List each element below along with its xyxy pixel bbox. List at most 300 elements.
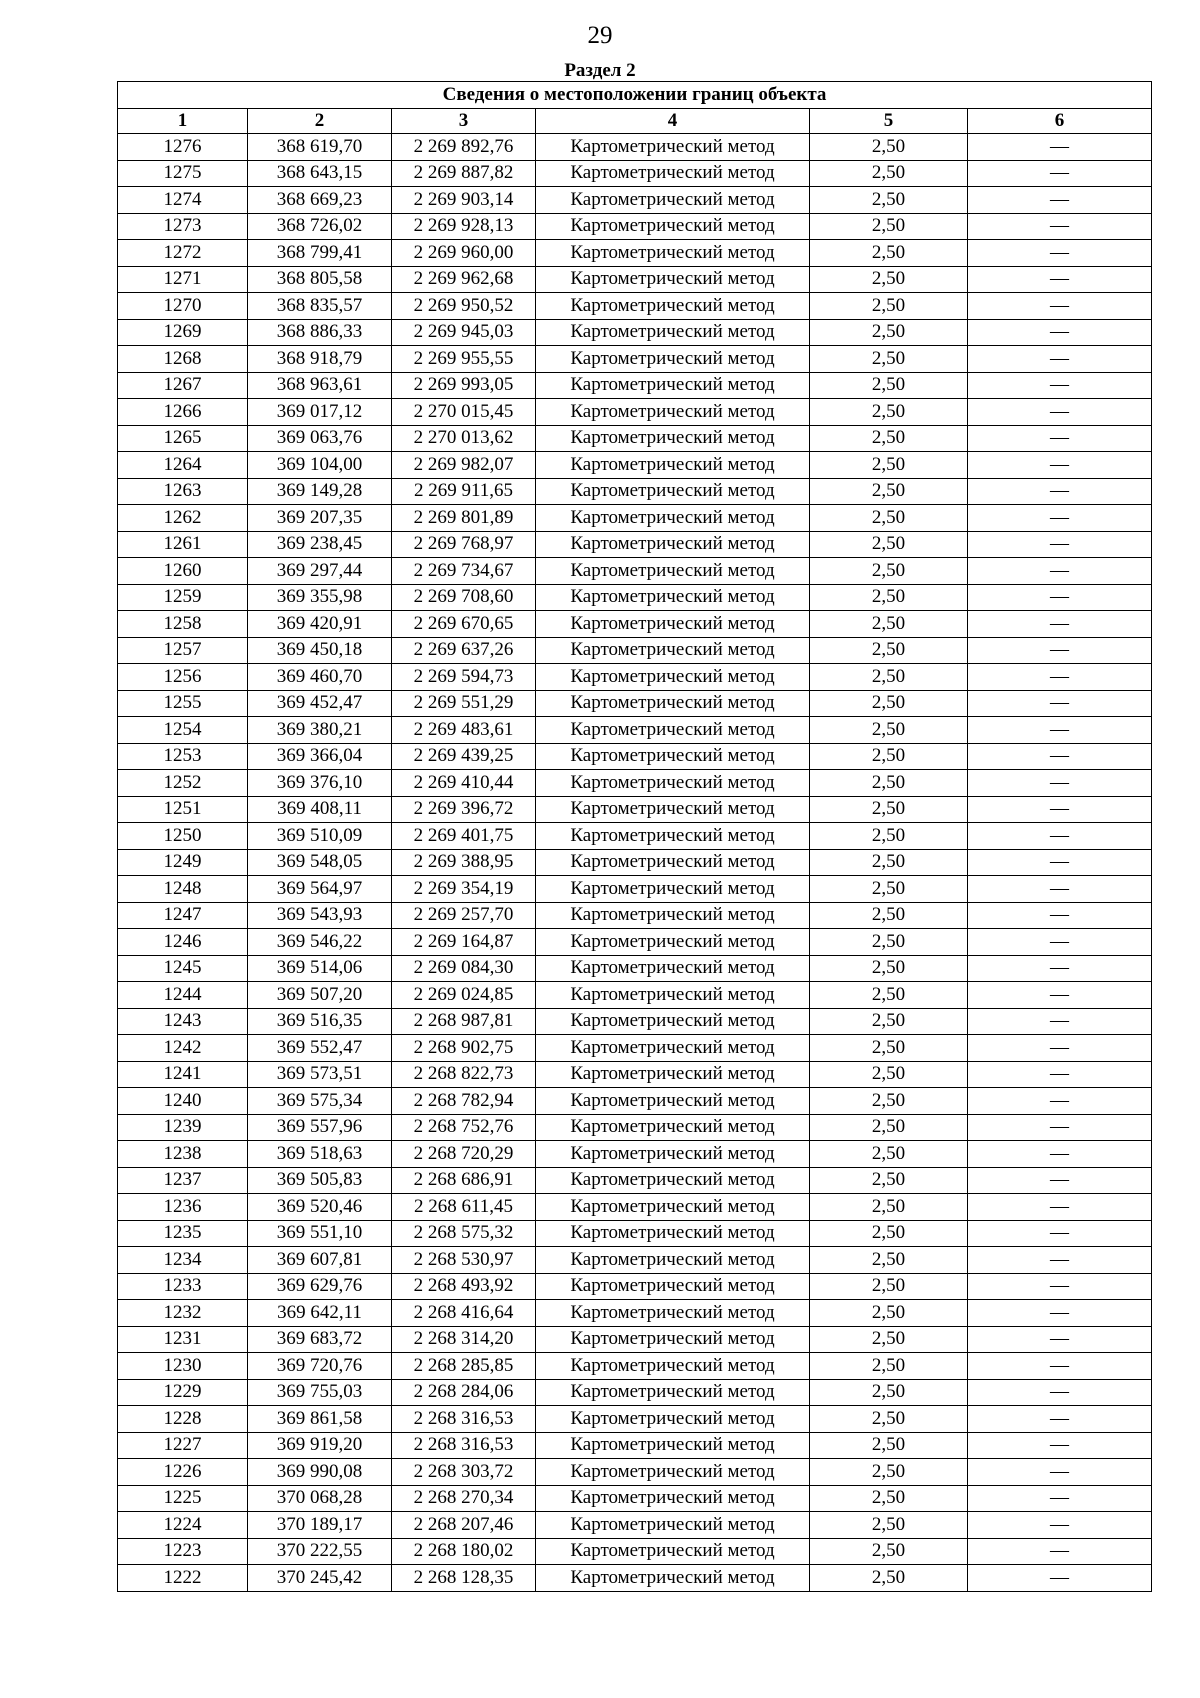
x-coordinate-cell: 369 557,96 (248, 1114, 392, 1141)
accuracy-cell: 2,50 (810, 346, 968, 373)
column-number: 6 (968, 109, 1152, 134)
description-cell: — (968, 1512, 1152, 1539)
accuracy-cell: 2,50 (810, 531, 968, 558)
method-cell: Картометрический метод (536, 1273, 810, 1300)
table-row (118, 611, 1152, 638)
accuracy-cell: 2,50 (810, 1565, 968, 1592)
accuracy-cell: 2,50 (810, 1194, 968, 1221)
accuracy-cell: 2,50 (810, 982, 968, 1009)
point-number-cell: 1255 (118, 690, 248, 717)
table-row (118, 1459, 1152, 1486)
description-cell: — (968, 876, 1152, 903)
x-coordinate-cell: 369 505,83 (248, 1167, 392, 1194)
description-cell: — (968, 1353, 1152, 1380)
y-coordinate-cell: 2 270 013,62 (392, 425, 536, 452)
point-number-cell: 1247 (118, 902, 248, 929)
accuracy-cell: 2,50 (810, 1432, 968, 1459)
y-coordinate-cell: 2 269 887,82 (392, 160, 536, 187)
method-cell: Картометрический метод (536, 266, 810, 293)
table-body (118, 134, 1152, 1592)
y-coordinate-cell: 2 269 708,60 (392, 584, 536, 611)
x-coordinate-cell: 368 669,23 (248, 187, 392, 214)
x-coordinate-cell: 369 720,76 (248, 1353, 392, 1380)
method-cell: Картометрический метод (536, 584, 810, 611)
column-number-row (118, 109, 1152, 134)
x-coordinate-cell: 369 607,81 (248, 1247, 392, 1274)
description-cell: — (968, 293, 1152, 320)
method-cell: Картометрический метод (536, 1512, 810, 1539)
point-number-cell: 1276 (118, 134, 248, 161)
description-cell: — (968, 134, 1152, 161)
accuracy-cell: 2,50 (810, 293, 968, 320)
method-cell: Картометрический метод (536, 213, 810, 240)
description-cell: — (968, 664, 1152, 691)
table-row (118, 372, 1152, 399)
description-cell: — (968, 770, 1152, 797)
method-cell: Картометрический метод (536, 134, 810, 161)
x-coordinate-cell: 369 520,46 (248, 1194, 392, 1221)
x-coordinate-cell: 369 450,18 (248, 637, 392, 664)
point-number-cell: 1252 (118, 770, 248, 797)
point-number-cell: 1253 (118, 743, 248, 770)
x-coordinate-cell: 369 548,05 (248, 849, 392, 876)
accuracy-cell: 2,50 (810, 1300, 968, 1327)
table-row (118, 955, 1152, 982)
x-coordinate-cell: 369 546,22 (248, 929, 392, 956)
accuracy-cell: 2,50 (810, 664, 968, 691)
point-number-cell: 1234 (118, 1247, 248, 1274)
accuracy-cell: 2,50 (810, 478, 968, 505)
accuracy-cell: 2,50 (810, 1379, 968, 1406)
table-row (118, 160, 1152, 187)
table-row (118, 1406, 1152, 1433)
accuracy-cell: 2,50 (810, 823, 968, 850)
x-coordinate-cell: 368 643,15 (248, 160, 392, 187)
y-coordinate-cell: 2 268 782,94 (392, 1088, 536, 1115)
accuracy-cell: 2,50 (810, 1247, 968, 1274)
method-cell: Картометрический метод (536, 717, 810, 744)
description-cell: — (968, 1485, 1152, 1512)
x-coordinate-cell: 369 420,91 (248, 611, 392, 638)
accuracy-cell: 2,50 (810, 213, 968, 240)
point-number-cell: 1271 (118, 266, 248, 293)
point-number-cell: 1235 (118, 1220, 248, 1247)
method-cell: Картометрический метод (536, 637, 810, 664)
method-cell: Картометрический метод (536, 929, 810, 956)
x-coordinate-cell: 369 408,11 (248, 796, 392, 823)
method-cell: Картометрический метод (536, 1353, 810, 1380)
y-coordinate-cell: 2 268 314,20 (392, 1326, 536, 1353)
description-cell: — (968, 425, 1152, 452)
y-coordinate-cell: 2 268 752,76 (392, 1114, 536, 1141)
y-coordinate-cell: 2 269 982,07 (392, 452, 536, 479)
point-number-cell: 1233 (118, 1273, 248, 1300)
y-coordinate-cell: 2 268 316,53 (392, 1432, 536, 1459)
x-coordinate-cell: 369 510,09 (248, 823, 392, 850)
method-cell: Картометрический метод (536, 664, 810, 691)
point-number-cell: 1244 (118, 982, 248, 1009)
x-coordinate-cell: 369 452,47 (248, 690, 392, 717)
accuracy-cell: 2,50 (810, 1141, 968, 1168)
description-cell: — (968, 584, 1152, 611)
method-cell: Картометрический метод (536, 823, 810, 850)
point-number-cell: 1270 (118, 293, 248, 320)
point-number-cell: 1229 (118, 1379, 248, 1406)
description-cell: — (968, 1247, 1152, 1274)
y-coordinate-cell: 2 269 401,75 (392, 823, 536, 850)
table-row (118, 902, 1152, 929)
table-row (118, 690, 1152, 717)
point-number-cell: 1256 (118, 664, 248, 691)
method-cell: Картометрический метод (536, 796, 810, 823)
accuracy-cell: 2,50 (810, 929, 968, 956)
point-number-cell: 1240 (118, 1088, 248, 1115)
description-cell: — (968, 1432, 1152, 1459)
table-row (118, 213, 1152, 240)
table-row (118, 1035, 1152, 1062)
table-row (118, 1167, 1152, 1194)
x-coordinate-cell: 368 886,33 (248, 319, 392, 346)
x-coordinate-cell: 369 514,06 (248, 955, 392, 982)
description-cell: — (968, 849, 1152, 876)
y-coordinate-cell: 2 269 955,55 (392, 346, 536, 373)
y-coordinate-cell: 2 269 962,68 (392, 266, 536, 293)
table-row (118, 240, 1152, 267)
table-title-row (118, 82, 1152, 109)
point-number-cell: 1259 (118, 584, 248, 611)
y-coordinate-cell: 2 269 801,89 (392, 505, 536, 532)
y-coordinate-cell: 2 269 892,76 (392, 134, 536, 161)
accuracy-cell: 2,50 (810, 266, 968, 293)
table-row (118, 1326, 1152, 1353)
x-coordinate-cell: 369 149,28 (248, 478, 392, 505)
accuracy-cell: 2,50 (810, 425, 968, 452)
y-coordinate-cell: 2 268 270,34 (392, 1485, 536, 1512)
table-row (118, 1141, 1152, 1168)
y-coordinate-cell: 2 269 945,03 (392, 319, 536, 346)
y-coordinate-cell: 2 268 416,64 (392, 1300, 536, 1327)
point-number-cell: 1264 (118, 452, 248, 479)
y-coordinate-cell: 2 269 410,44 (392, 770, 536, 797)
method-cell: Картометрический метод (536, 690, 810, 717)
description-cell: — (968, 1088, 1152, 1115)
description-cell: — (968, 160, 1152, 187)
description-cell: — (968, 1459, 1152, 1486)
accuracy-cell: 2,50 (810, 955, 968, 982)
y-coordinate-cell: 2 268 575,32 (392, 1220, 536, 1247)
accuracy-cell: 2,50 (810, 505, 968, 532)
description-cell: — (968, 372, 1152, 399)
description-cell: — (968, 1220, 1152, 1247)
description-cell: — (968, 187, 1152, 214)
accuracy-cell: 2,50 (810, 187, 968, 214)
accuracy-cell: 2,50 (810, 1485, 968, 1512)
table-row (118, 637, 1152, 664)
description-cell: — (968, 1565, 1152, 1592)
method-cell: Картометрический метод (536, 1088, 810, 1115)
point-number-cell: 1265 (118, 425, 248, 452)
description-cell: — (968, 611, 1152, 638)
x-coordinate-cell: 368 805,58 (248, 266, 392, 293)
accuracy-cell: 2,50 (810, 1061, 968, 1088)
x-coordinate-cell: 369 516,35 (248, 1008, 392, 1035)
description-cell: — (968, 1035, 1152, 1062)
method-cell: Картометрический метод (536, 531, 810, 558)
description-cell: — (968, 319, 1152, 346)
method-cell: Картометрический метод (536, 1035, 810, 1062)
method-cell: Картометрический метод (536, 1300, 810, 1327)
description-cell: — (968, 1273, 1152, 1300)
method-cell: Картометрический метод (536, 160, 810, 187)
y-coordinate-cell: 2 268 180,02 (392, 1538, 536, 1565)
x-coordinate-cell: 369 990,08 (248, 1459, 392, 1486)
description-cell: — (968, 743, 1152, 770)
x-coordinate-cell: 370 068,28 (248, 1485, 392, 1512)
method-cell: Картометрический метод (536, 902, 810, 929)
table-row (118, 1220, 1152, 1247)
column-number: 4 (536, 109, 810, 134)
table-row (118, 266, 1152, 293)
point-number-cell: 1227 (118, 1432, 248, 1459)
accuracy-cell: 2,50 (810, 637, 968, 664)
description-cell: — (968, 717, 1152, 744)
accuracy-cell: 2,50 (810, 452, 968, 479)
accuracy-cell: 2,50 (810, 134, 968, 161)
description-cell: — (968, 1194, 1152, 1221)
table-title: Сведения о местоположении границ объекта (118, 82, 1152, 109)
table-row (118, 1194, 1152, 1221)
section-label: Раздел 2 (564, 60, 636, 81)
y-coordinate-cell: 2 269 551,29 (392, 690, 536, 717)
description-cell: — (968, 929, 1152, 956)
description-cell: — (968, 982, 1152, 1009)
description-cell: — (968, 399, 1152, 426)
y-coordinate-cell: 2 269 928,13 (392, 213, 536, 240)
table-row (118, 478, 1152, 505)
point-number-cell: 1258 (118, 611, 248, 638)
table-row (118, 1061, 1152, 1088)
table-row (118, 505, 1152, 532)
table-row (118, 743, 1152, 770)
method-cell: Картометрический метод (536, 1379, 810, 1406)
table-row (118, 584, 1152, 611)
method-cell: Картометрический метод (536, 1406, 810, 1433)
table-row (118, 1273, 1152, 1300)
description-cell: — (968, 213, 1152, 240)
x-coordinate-cell: 369 552,47 (248, 1035, 392, 1062)
y-coordinate-cell: 2 269 993,05 (392, 372, 536, 399)
table-row (118, 531, 1152, 558)
description-cell: — (968, 796, 1152, 823)
point-number-cell: 1223 (118, 1538, 248, 1565)
x-coordinate-cell: 369 575,34 (248, 1088, 392, 1115)
y-coordinate-cell: 2 268 303,72 (392, 1459, 536, 1486)
description-cell: — (968, 346, 1152, 373)
accuracy-cell: 2,50 (810, 399, 968, 426)
description-cell: — (968, 637, 1152, 664)
x-coordinate-cell: 369 376,10 (248, 770, 392, 797)
point-number-cell: 1246 (118, 929, 248, 956)
table-row (118, 1088, 1152, 1115)
description-cell: — (968, 531, 1152, 558)
y-coordinate-cell: 2 269 396,72 (392, 796, 536, 823)
y-coordinate-cell: 2 269 354,19 (392, 876, 536, 903)
x-coordinate-cell: 370 245,42 (248, 1565, 392, 1592)
x-coordinate-cell: 370 189,17 (248, 1512, 392, 1539)
accuracy-cell: 2,50 (810, 1008, 968, 1035)
accuracy-cell: 2,50 (810, 849, 968, 876)
method-cell: Картометрический метод (536, 849, 810, 876)
x-coordinate-cell: 368 918,79 (248, 346, 392, 373)
x-coordinate-cell: 369 543,93 (248, 902, 392, 929)
x-coordinate-cell: 369 564,97 (248, 876, 392, 903)
description-cell: — (968, 1538, 1152, 1565)
description-cell: — (968, 240, 1152, 267)
method-cell: Картометрический метод (536, 611, 810, 638)
x-coordinate-cell: 368 835,57 (248, 293, 392, 320)
accuracy-cell: 2,50 (810, 1459, 968, 1486)
x-coordinate-cell: 369 063,76 (248, 425, 392, 452)
x-coordinate-cell: 369 518,63 (248, 1141, 392, 1168)
table-row (118, 1538, 1152, 1565)
column-number: 5 (810, 109, 968, 134)
y-coordinate-cell: 2 268 285,85 (392, 1353, 536, 1380)
table-row (118, 187, 1152, 214)
point-number-cell: 1269 (118, 319, 248, 346)
method-cell: Картометрический метод (536, 1247, 810, 1274)
point-number-cell: 1231 (118, 1326, 248, 1353)
method-cell: Картометрический метод (536, 1061, 810, 1088)
description-cell: — (968, 558, 1152, 585)
y-coordinate-cell: 2 269 960,00 (392, 240, 536, 267)
description-cell: — (968, 1167, 1152, 1194)
table-row (118, 849, 1152, 876)
x-coordinate-cell: 369 551,10 (248, 1220, 392, 1247)
accuracy-cell: 2,50 (810, 1273, 968, 1300)
page-number: 29 (587, 22, 613, 49)
table-row (118, 346, 1152, 373)
accuracy-cell: 2,50 (810, 319, 968, 346)
point-number-cell: 1245 (118, 955, 248, 982)
y-coordinate-cell: 2 269 734,67 (392, 558, 536, 585)
table-row (118, 823, 1152, 850)
y-coordinate-cell: 2 269 439,25 (392, 743, 536, 770)
y-coordinate-cell: 2 269 024,85 (392, 982, 536, 1009)
point-number-cell: 1232 (118, 1300, 248, 1327)
x-coordinate-cell: 369 460,70 (248, 664, 392, 691)
accuracy-cell: 2,50 (810, 743, 968, 770)
description-cell: — (968, 478, 1152, 505)
point-number-cell: 1241 (118, 1061, 248, 1088)
table-row (118, 1300, 1152, 1327)
point-number-cell: 1242 (118, 1035, 248, 1062)
x-coordinate-cell: 368 963,61 (248, 372, 392, 399)
point-number-cell: 1274 (118, 187, 248, 214)
point-number-cell: 1224 (118, 1512, 248, 1539)
accuracy-cell: 2,50 (810, 1088, 968, 1115)
point-number-cell: 1239 (118, 1114, 248, 1141)
accuracy-cell: 2,50 (810, 1538, 968, 1565)
point-number-cell: 1249 (118, 849, 248, 876)
y-coordinate-cell: 2 268 128,35 (392, 1565, 536, 1592)
method-cell: Картометрический метод (536, 770, 810, 797)
table-row (118, 929, 1152, 956)
point-number-cell: 1236 (118, 1194, 248, 1221)
table-row (118, 425, 1152, 452)
x-coordinate-cell: 368 726,02 (248, 213, 392, 240)
x-coordinate-cell: 369 573,51 (248, 1061, 392, 1088)
point-number-cell: 1261 (118, 531, 248, 558)
x-coordinate-cell: 369 355,98 (248, 584, 392, 611)
table-row (118, 319, 1152, 346)
method-cell: Картометрический метод (536, 1167, 810, 1194)
x-coordinate-cell: 369 861,58 (248, 1406, 392, 1433)
method-cell: Картометрический метод (536, 425, 810, 452)
method-cell: Картометрический метод (536, 293, 810, 320)
x-coordinate-cell: 369 366,04 (248, 743, 392, 770)
table-row (118, 1353, 1152, 1380)
x-coordinate-cell: 369 507,20 (248, 982, 392, 1009)
point-number-cell: 1237 (118, 1167, 248, 1194)
method-cell: Картометрический метод (536, 346, 810, 373)
method-cell: Картометрический метод (536, 558, 810, 585)
y-coordinate-cell: 2 269 594,73 (392, 664, 536, 691)
table-row (118, 982, 1152, 1009)
method-cell: Картометрический метод (536, 505, 810, 532)
method-cell: Картометрический метод (536, 1326, 810, 1353)
table-row (118, 1008, 1152, 1035)
description-cell: — (968, 1061, 1152, 1088)
point-number-cell: 1272 (118, 240, 248, 267)
point-number-cell: 1266 (118, 399, 248, 426)
y-coordinate-cell: 2 268 686,91 (392, 1167, 536, 1194)
x-coordinate-cell: 369 017,12 (248, 399, 392, 426)
description-cell: — (968, 1300, 1152, 1327)
accuracy-cell: 2,50 (810, 558, 968, 585)
x-coordinate-cell: 369 755,03 (248, 1379, 392, 1406)
accuracy-cell: 2,50 (810, 1114, 968, 1141)
point-number-cell: 1262 (118, 505, 248, 532)
method-cell: Картометрический метод (536, 1485, 810, 1512)
method-cell: Картометрический метод (536, 876, 810, 903)
table-row (118, 1565, 1152, 1592)
method-cell: Картометрический метод (536, 743, 810, 770)
table-row (118, 134, 1152, 161)
point-number-cell: 1257 (118, 637, 248, 664)
y-coordinate-cell: 2 268 720,29 (392, 1141, 536, 1168)
accuracy-cell: 2,50 (810, 1406, 968, 1433)
description-cell: — (968, 452, 1152, 479)
column-number: 3 (392, 109, 536, 134)
method-cell: Картометрический метод (536, 1538, 810, 1565)
method-cell: Картометрический метод (536, 478, 810, 505)
accuracy-cell: 2,50 (810, 1035, 968, 1062)
y-coordinate-cell: 2 268 284,06 (392, 1379, 536, 1406)
method-cell: Картометрический метод (536, 240, 810, 267)
y-coordinate-cell: 2 269 388,95 (392, 849, 536, 876)
x-coordinate-cell: 369 238,45 (248, 531, 392, 558)
method-cell: Картометрический метод (536, 372, 810, 399)
y-coordinate-cell: 2 270 015,45 (392, 399, 536, 426)
accuracy-cell: 2,50 (810, 717, 968, 744)
method-cell: Картометрический метод (536, 1114, 810, 1141)
point-number-cell: 1273 (118, 213, 248, 240)
accuracy-cell: 2,50 (810, 902, 968, 929)
y-coordinate-cell: 2 269 768,97 (392, 531, 536, 558)
method-cell: Картометрический метод (536, 452, 810, 479)
y-coordinate-cell: 2 269 084,30 (392, 955, 536, 982)
table-row (118, 399, 1152, 426)
